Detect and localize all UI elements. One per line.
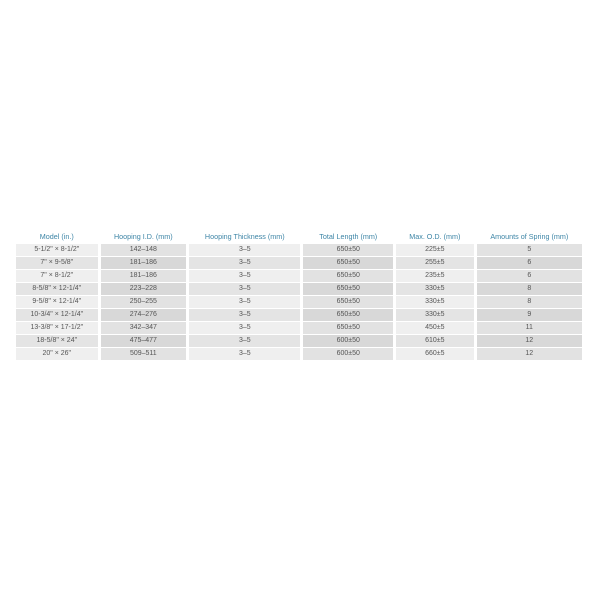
table-row (16, 257, 582, 269)
cell-model: 18-5/8" × 24" (16, 335, 98, 347)
cell-hooping-thickness: 3–5 (189, 296, 300, 308)
cell-total-length: 650±50 (303, 309, 393, 321)
cell-hooping-id: 475–477 (101, 335, 187, 347)
cell-amounts-of-spring: 8 (477, 283, 582, 295)
cell-total-length: 600±50 (303, 335, 393, 347)
cell-model: 13-3/8" × 17-1/2" (16, 322, 98, 334)
header-model: Model (in.) (39, 231, 74, 241)
cell-hooping-thickness: 3–5 (189, 257, 300, 269)
header-max-od: Max. O.D. (mm) (409, 231, 461, 241)
cell-model: 9-5/8" × 12-1/4" (16, 296, 98, 308)
table-row (16, 309, 582, 321)
table-row (16, 335, 582, 347)
cell-hooping-id: 274–276 (101, 309, 187, 321)
cell-max-od: 660±5 (396, 348, 474, 360)
cell-hooping-id: 181–186 (101, 257, 187, 269)
cell-hooping-thickness: 3–5 (189, 348, 300, 360)
header-hooping-thickness: Hooping Thickness (mm) (204, 231, 285, 241)
spec-table (16, 229, 582, 360)
cell-max-od: 330±5 (396, 296, 474, 308)
table-row (16, 270, 582, 282)
cell-max-od: 255±5 (396, 257, 474, 269)
table-row (16, 348, 582, 360)
cell-total-length: 600±50 (303, 348, 393, 360)
table-header-row (16, 229, 582, 243)
cell-model: 7" × 8-1/2" (16, 270, 98, 282)
cell-max-od: 330±5 (396, 309, 474, 321)
table-row (16, 283, 582, 295)
cell-hooping-thickness: 3–5 (189, 270, 300, 282)
cell-total-length: 650±50 (303, 270, 393, 282)
cell-hooping-thickness: 3–5 (189, 283, 300, 295)
cell-amounts-of-spring: 9 (477, 309, 582, 321)
cell-hooping-id: 181–186 (101, 270, 187, 282)
cell-total-length: 650±50 (303, 296, 393, 308)
cell-amounts-of-spring: 12 (477, 335, 582, 347)
header-total-length: Total Length (mm) (319, 231, 378, 241)
cell-model: 20" × 26" (16, 348, 98, 360)
cell-hooping-id: 342–347 (101, 322, 187, 334)
cell-hooping-thickness: 3–5 (189, 322, 300, 334)
cell-hooping-id: 142–148 (101, 244, 187, 256)
table-row (16, 244, 582, 256)
cell-hooping-thickness: 3–5 (189, 244, 300, 256)
cell-hooping-thickness: 3–5 (189, 335, 300, 347)
cell-amounts-of-spring: 12 (477, 348, 582, 360)
table-body (16, 244, 582, 360)
table-row (16, 322, 582, 334)
cell-amounts-of-spring: 6 (477, 257, 582, 269)
cell-max-od: 450±5 (396, 322, 474, 334)
cell-model: 5-1/2" × 8-1/2" (16, 244, 98, 256)
cell-model: 7" × 9-5/8" (16, 257, 98, 269)
cell-model: 8-5/8" × 12-1/4" (16, 283, 98, 295)
cell-amounts-of-spring: 11 (477, 322, 582, 334)
header-amounts-of-spring: Amounts of Spring (mm) (490, 231, 569, 241)
cell-hooping-id: 250–255 (101, 296, 187, 308)
cell-hooping-thickness: 3–5 (189, 309, 300, 321)
cell-hooping-id: 509–511 (101, 348, 187, 360)
header-hooping-id: Hooping I.D. (mm) (113, 231, 173, 241)
cell-max-od: 610±5 (396, 335, 474, 347)
cell-model: 10-3/4" × 12-1/4" (16, 309, 98, 321)
cell-max-od: 235±5 (396, 270, 474, 282)
cell-amounts-of-spring: 8 (477, 296, 582, 308)
cell-hooping-id: 223–228 (101, 283, 187, 295)
cell-total-length: 650±50 (303, 283, 393, 295)
cell-total-length: 650±50 (303, 257, 393, 269)
table-row (16, 296, 582, 308)
cell-total-length: 650±50 (303, 244, 393, 256)
cell-max-od: 330±5 (396, 283, 474, 295)
cell-max-od: 225±5 (396, 244, 474, 256)
cell-amounts-of-spring: 5 (477, 244, 582, 256)
cell-amounts-of-spring: 6 (477, 270, 582, 282)
cell-total-length: 650±50 (303, 322, 393, 334)
